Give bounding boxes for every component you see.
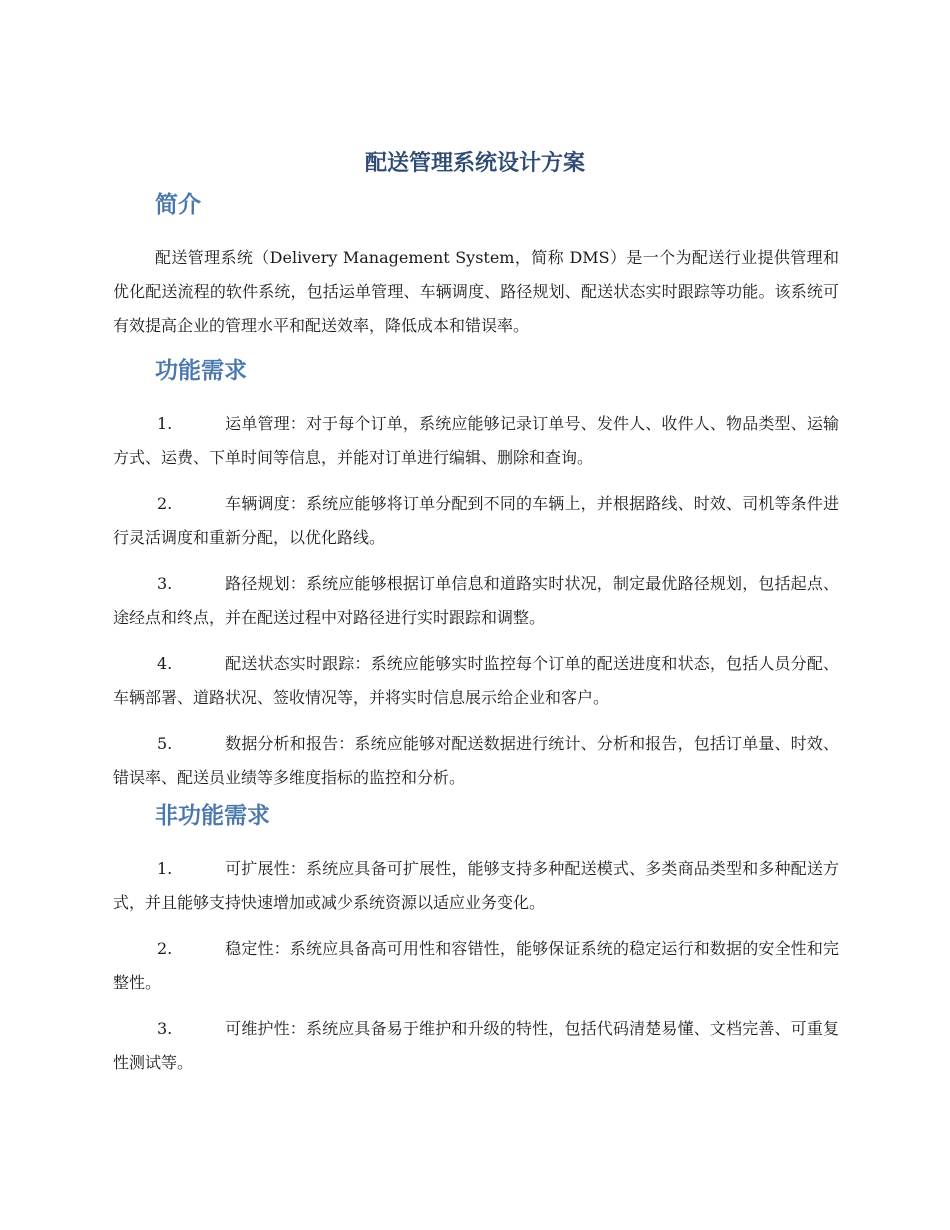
nonfunctional-heading: 非功能需求: [155, 803, 270, 829]
list-item: [113, 1012, 839, 1080]
list-item-number: 3.: [157, 574, 173, 593]
intro-paragraph: 配送管理系统（Delivery Management System，简称 DMS）是一个为配送行业提供管理和优化配送流程的软件系统，包括运单管理、车辆调度、路径规划、配送状态实时跟踪等功能。该系统可有效提高企业的管理水平和配送效率，降低成本和错误率。: [113, 248, 839, 335]
list-item-text: 数据分析和报告：系统应能够对配送数据进行统计、分析和报告，包括订单量、时效、错误率、配送员业绩等多维度指标的监控和分析。: [113, 734, 839, 787]
list-item-text: 可扩展性：系统应具备可扩展性，能够支持多种配送模式、多类商品类型和多种配送方式，并且能够支持快速增加或减少系统资源以适应业务变化。: [113, 859, 839, 912]
intro-heading: 简介: [155, 192, 201, 218]
list-item-text: 运单管理：对于每个订单，系统应能够记录订单号、发件人、收件人、物品类型、运输方式、运费、下单时间等信息，并能对订单进行编辑、删除和查询。: [113, 414, 839, 467]
list-item-number: 3.: [157, 1019, 173, 1038]
list-item-number: 1.: [157, 414, 173, 433]
nonfunctional-section: [113, 799, 839, 1080]
list-item-number: 5.: [157, 734, 173, 753]
list-item: [113, 487, 839, 555]
list-item: [113, 932, 839, 1000]
list-item: [113, 727, 839, 795]
functional-list: [113, 407, 839, 795]
list-item-text: 可维护性：系统应具备易于维护和升级的特性，包括代码清楚易懂、文档完善、可重复性测试等。: [113, 1019, 839, 1072]
intro-section: [113, 188, 839, 343]
list-item-number: 1.: [157, 859, 173, 878]
document-title: 配送管理系统设计方案: [364, 151, 585, 176]
list-item-text: 稳定性：系统应具备高可用性和容错性，能够保证系统的稳定运行和数据的安全性和完整性。: [113, 939, 839, 992]
list-item: [113, 407, 839, 475]
list-item: [113, 647, 839, 715]
functional-heading: 功能需求: [155, 358, 247, 384]
list-item-number: 4.: [157, 654, 173, 673]
list-item-number: 2.: [157, 939, 173, 958]
list-item: [113, 852, 839, 920]
list-item: [113, 567, 839, 635]
nonfunctional-list: [113, 852, 839, 1080]
list-item-text: 车辆调度：系统应能够将订单分配到不同的车辆上，并根据路线、时效、司机等条件进行灵活调度和重新分配，以优化路线。: [113, 494, 839, 547]
list-item-text: 路径规划：系统应能够根据订单信息和道路实时状况，制定最优路径规划，包括起点、途经点和终点，并在配送过程中对路径进行实时跟踪和调整。: [113, 574, 839, 627]
list-item-text: 配送状态实时跟踪：系统应能够实时监控每个订单的配送进度和状态，包括人员分配、车辆部署、道路状况、签收情况等，并将实时信息展示给企业和客户。: [113, 654, 839, 707]
list-item-number: 2.: [157, 494, 173, 513]
functional-section: [113, 354, 839, 795]
